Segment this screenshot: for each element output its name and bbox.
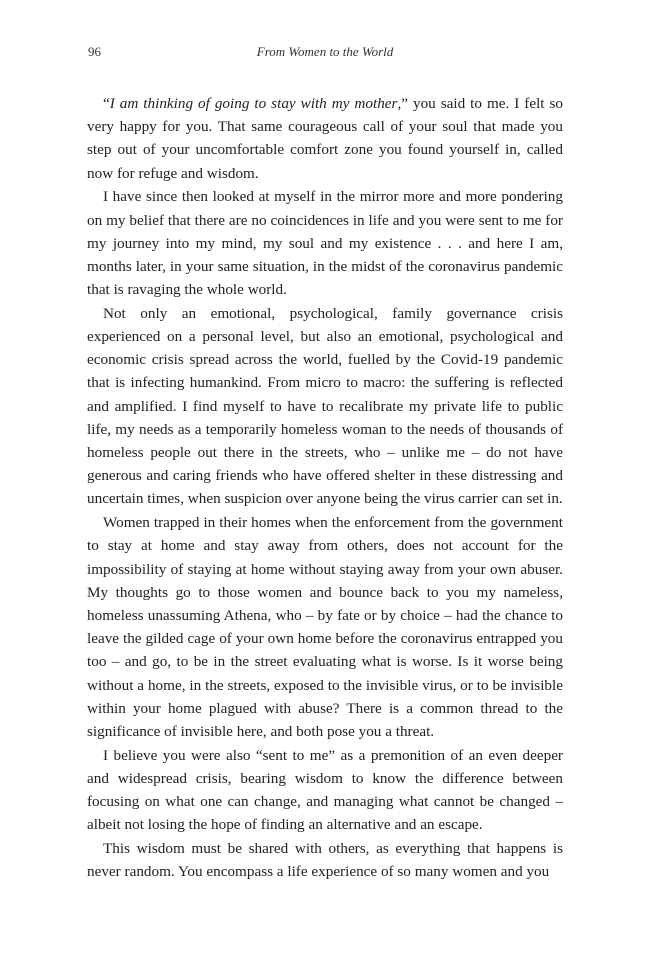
open-quote: “ [103,95,110,112]
paragraph-3: Not only an emotional, psychological, family governance crisis experienced on a personal level, but also an emotional, psychological and economic crisis spread across the world, fuelled by the Covid-19 pandemic that is infecting humankind. From micro to macro: the suffering is reflected and amplified. I find myself to have to recalibrate my private life to public life, my needs as a temporarily homeless woman to the needs of thousands of homeless people out there in the streets, who – unlike me – do not have generous and caring friends who have offered shelter in these distressing and uncertain times, when suspicion over anyone being the virus carrier can set in. [87,304,563,508]
paragraph-5: I believe you were also “sent to me” as a premonition of an even deeper and widespread crisis, bearing wisdom to know the difference between focusing on what one can change, and managing what cannot be changed – albeit not losing the hope of finding an alternative and an escape. [87,746,563,834]
running-head [88,44,562,64]
body-text [87,92,563,884]
paragraph-6: This wisdom must be shared with others, as everything that happens is never random. You encompass a life experience of so many women and you [87,840,563,881]
page-number: 96 [88,44,101,59]
running-title: From Women to the World [256,44,394,59]
paragraph-1-text: ,” you said to me. I felt so very happy for you. That same courageous call of your soul that made you step out of your uncomfortable comfort zone you found yourself in, called now for refuge and wisdom. [87,95,564,182]
paragraph-4: Women trapped in their homes when the enforcement from the government to stay at home and stay away from others, does not account for the impossibility of staying at home without staying away from your own abuser. My thoughts go to those women and bounce back to you my nameless, homeless unassuming Athena, who – by fate or by choice – had the chance to leave the gilded cage of your own home before the coronavirus entrapped you too – and go, to be in the street evaluating what is worse. Is it worse being without a home, in the streets, exposed to the invisible virus, or to be invisible within your home plagued with abuse? There is a common thread to the significance of invisible here, and both pose you a threat. [87,514,563,740]
paragraph-1 [87,92,563,185]
paragraph-2: I have since then looked at myself in the mirror more and more pondering on my belief that there are no coincidences in life and you were sent to me for my journey into my mind, my soul and my existence . . . and here I am, months later, in your same situation, in the midst of the coronavirus pandemic that is ravaging the whole world. [87,188,563,299]
quoted-speech: I am thinking of going to stay with my mother [109,95,398,112]
